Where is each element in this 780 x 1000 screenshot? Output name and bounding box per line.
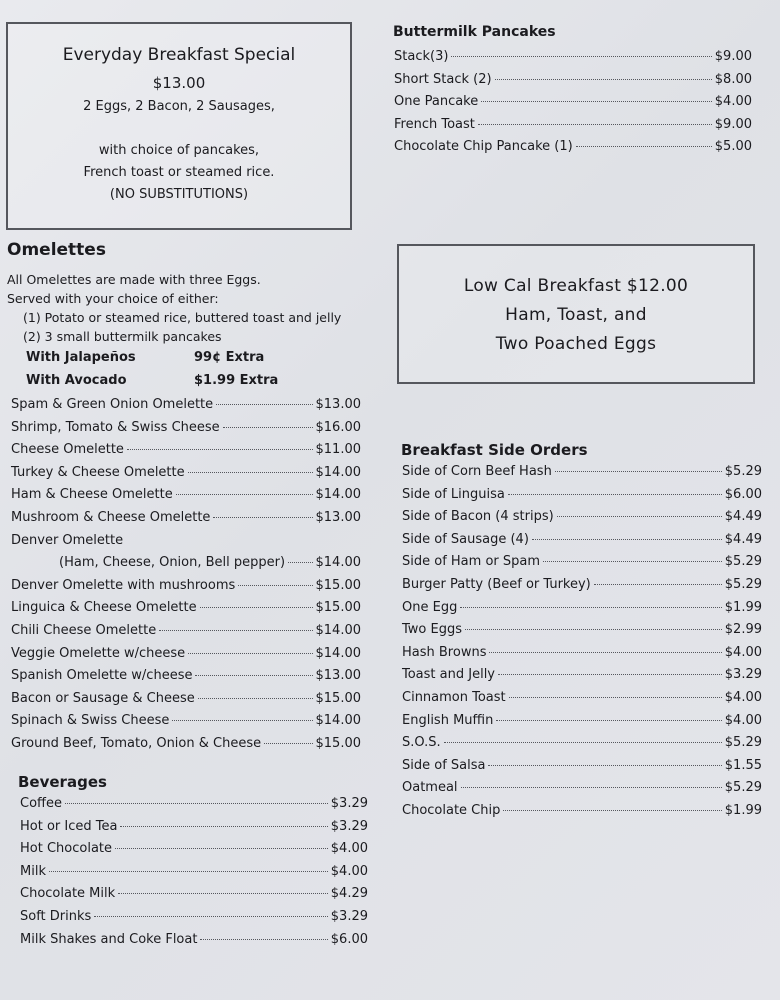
menu-item [20,864,368,887]
omelettes-notes [7,270,341,346]
menu-item-name: Coffee [20,796,62,811]
dot-leader [532,539,722,540]
low-cal-line-3: Two Poached Eggs [495,334,657,354]
menu-item [11,510,361,533]
dot-leader [576,146,712,147]
menu-item-name: Bacon or Sausage & Cheese [11,690,195,706]
sides-list [402,464,762,826]
menu-item-name: Chocolate Milk [20,886,116,902]
menu-item [11,668,361,691]
menu-item [394,94,752,117]
menu-item-name: Side of Bacon (4 strips) [402,509,554,525]
menu-item-price: $4.00 [724,689,762,705]
menu-item [20,841,368,864]
omelettes-note-4: (2) 3 small buttermilk pancakes [23,329,222,344]
dot-leader [451,56,711,57]
menu-item-price: $5.29 [724,780,762,796]
menu-item-price: $4.49 [724,531,762,547]
dot-leader [495,79,712,80]
dot-leader [481,101,712,102]
dot-leader [238,585,312,586]
dot-leader [444,742,722,743]
dot-leader [213,517,312,518]
menu-item-name: Cheese Omelette [11,442,124,458]
menu-item-price: $4.49 [724,509,762,525]
menu-item [11,646,361,669]
menu-item-price: $4.00 [714,94,752,110]
menu-item [402,735,762,758]
menu-item-name: Chili Cheese Omelette [11,622,157,638]
menu-item-name: Side of Ham or Spam [402,554,541,570]
menu-item [20,819,368,842]
menu-item-price: $14.00 [315,555,361,571]
dot-leader [223,427,313,428]
menu-item-price: $13.00 [315,509,361,525]
menu-item-name: One Egg [402,599,458,615]
pancakes-list [394,49,752,162]
menu-item [11,420,361,443]
menu-item [394,49,752,72]
menu-item-name: (Ham, Cheese, Onion, Bell pepper) [59,555,286,571]
menu-item-name: Veggie Omelette w/cheese [11,645,186,661]
low-cal-line-2: Ham, Toast, and [505,305,647,325]
menu-item-name: Hash Browns [402,644,487,660]
menu-item-name: English Muffin [402,712,494,728]
dot-leader [188,472,313,473]
menu-item-price: $4.00 [724,644,762,660]
dot-leader [478,124,712,125]
menu-item-name: Mushroom & Cheese Omelette [11,509,211,525]
menu-item [402,600,762,623]
menu-item-name: Oatmeal [402,780,458,796]
dot-leader [127,449,313,450]
menu-item-price: $5.29 [724,735,762,751]
pancakes-heading: Buttermilk Pancakes [393,24,556,40]
menu-item [402,803,762,826]
menu-item-price: $15.00 [315,600,361,616]
menu-item-name: Stack(3) [394,49,449,64]
menu-item-name: One Pancake [394,94,479,110]
menu-item [402,713,762,736]
menu-item [402,554,762,577]
dot-leader [159,630,312,631]
dot-leader [509,697,722,698]
menu-item-price: $4.00 [330,863,368,879]
menu-item-price: $14.00 [315,487,361,503]
menu-item [11,487,361,510]
dot-leader [461,787,722,788]
menu-item-price: $5.29 [724,576,762,592]
menu-item [394,139,752,162]
menu-item-name: Spanish Omelette w/cheese [11,668,193,684]
menu-item [394,117,752,140]
dot-leader [118,893,328,894]
dot-leader [94,916,327,917]
menu-item [402,667,762,690]
menu-item-price: $4.00 [330,841,368,857]
menu-item [402,532,762,555]
menu-item-price: $9.00 [714,116,752,132]
menu-item-name: Linguica & Cheese Omelette [11,600,197,616]
menu-item [20,932,368,955]
menu-item [11,465,361,488]
dot-leader [176,494,313,495]
menu-item [11,713,361,736]
low-cal-line-1: Low Cal Breakfast $12.00 [463,276,689,296]
dot-leader [115,848,328,849]
dot-leader [188,653,312,654]
dot-leader [498,674,722,675]
menu-item-price: $2.99 [724,622,762,638]
menu-item [402,577,762,600]
menu-item-price: $4.29 [330,886,368,902]
menu-item-name: Two Eggs [402,622,462,638]
dot-leader [198,698,313,699]
menu-item-price: $3.29 [330,796,368,811]
menu-item-price: $14.00 [315,645,361,661]
menu-item [11,555,361,578]
menu-item-name: Spam & Green Onion Omelette [11,397,214,412]
menu-item [11,600,361,623]
menu-item-name: Side of Linguisa [402,486,505,502]
menu-item [20,909,368,932]
menu-item [402,645,762,668]
sides-heading: Breakfast Side Orders [401,441,588,459]
menu-item-name: Ground Beef, Tomato, Onion & Cheese [11,735,262,751]
omelettes-list [11,397,361,759]
menu-item-name: Ham & Cheese Omelette [11,487,173,503]
dot-leader [557,516,722,517]
dot-leader [508,494,722,495]
menu-item-price: $1.99 [724,599,762,615]
menu-item-name: Short Stack (2) [394,71,492,87]
special-line-4: (NO SUBSTITUTIONS) [109,187,249,202]
menu-item [402,780,762,803]
menu-item [402,622,762,645]
menu-item-price: $5.29 [724,464,762,479]
special-price: $13.00 [152,74,206,92]
menu-item-price: $14.00 [315,464,361,480]
menu-item-price: $15.00 [315,735,361,751]
omelettes-note-1: All Omelettes are made with three Eggs. [7,272,261,287]
dot-leader [496,720,721,721]
menu-item-name: Milk Shakes and Coke Float [20,931,198,947]
menu-item [394,72,752,95]
menu-item [402,758,762,781]
menu-item-name: Toast and Jelly [402,667,495,683]
menu-item-price: $14.00 [315,713,361,729]
dot-leader [195,675,312,676]
dot-leader [200,607,313,608]
menu-item-price: $13.00 [315,668,361,684]
menu-item-name: Milk [20,863,46,879]
menu-item-name: Hot Chocolate [20,841,113,857]
omelettes-heading: Omelettes [7,240,106,260]
special-line-2: with choice of pancakes, [98,143,260,158]
menu-item-price: $15.00 [315,577,361,593]
menu-item-price: $3.29 [330,908,368,924]
menu-item [402,509,762,532]
menu-item [11,736,361,759]
breakfast-special-box [6,22,352,230]
menu-item [11,397,361,420]
menu-item [11,691,361,714]
menu-item-price: $4.00 [724,712,762,728]
extra-avocado-label: With Avocado [26,373,127,388]
omelettes-note-3: (1) Potato or steamed rice, buttered toast and jelly [23,310,342,325]
dot-leader [172,720,312,721]
menu-item-price: $1.99 [724,802,762,818]
menu-item [402,487,762,510]
menu-item-name: Denver Omelette [11,532,124,548]
dot-leader [200,939,327,940]
dot-leader [489,652,721,653]
dot-leader [120,826,327,827]
menu-item-name: Shrimp, Tomato & Swiss Cheese [11,419,220,435]
beverages-list [20,796,368,954]
menu-item-price: $9.00 [714,49,752,64]
dot-leader [555,471,722,472]
menu-item-name: Cinnamon Toast [402,689,506,705]
menu-item-name: Chocolate Chip [402,802,501,818]
menu-item-name: Hot or Iced Tea [20,818,118,834]
menu-item-name: Soft Drinks [20,908,92,924]
menu-item-price: $3.29 [330,818,368,834]
beverages-heading: Beverages [18,773,107,791]
dot-leader [65,803,328,804]
menu-item-name: Side of Corn Beef Hash [402,464,552,479]
menu-item-name: Denver Omelette with mushrooms [11,577,236,593]
extra-jalapenos-label: With Jalapeños [26,350,136,365]
low-cal-box [397,244,755,384]
dot-leader [49,871,328,872]
menu-item [11,533,361,556]
menu-item-price: $14.00 [315,622,361,638]
menu-item-price: $6.00 [330,931,368,947]
dot-leader [216,404,312,405]
menu-item-price: $1.55 [724,757,762,773]
omelettes-note-2: Served with your choice of either: [7,291,219,306]
menu-item [11,623,361,646]
menu-item [11,578,361,601]
dot-leader [503,810,721,811]
menu-item [20,886,368,909]
dot-leader [488,765,721,766]
menu-item-name: S.O.S. [402,735,441,751]
menu-item-name: Burger Patty (Beef or Turkey) [402,576,591,592]
special-line-1: 2 Eggs, 2 Bacon, 2 Sausages, [83,99,275,114]
menu-item-price: $5.00 [714,139,752,155]
menu-item-price: $3.29 [724,667,762,683]
menu-item [402,690,762,713]
menu-item-price: $16.00 [315,419,361,435]
menu-item-price: $13.00 [315,397,361,412]
menu-item [402,464,762,487]
menu-item-name: Side of Sausage (4) [402,531,529,547]
dot-leader [460,607,721,608]
menu-item-price: $5.29 [724,554,762,570]
dot-leader [465,629,722,630]
menu-item-name: Spinach & Swiss Cheese [11,713,170,729]
dot-leader [264,743,312,744]
menu-item-price: $15.00 [315,690,361,706]
menu-item-price: $8.00 [714,71,752,87]
menu-item-name: Side of Salsa [402,757,486,773]
menu-item-price: $11.00 [315,442,361,458]
dot-leader [288,562,312,563]
extra-jalapenos [26,350,264,365]
dot-leader [594,584,722,585]
menu-item-name: French Toast [394,116,475,132]
dot-leader [543,561,722,562]
special-line-3: French toast or steamed rice. [83,165,275,180]
extra-jalapenos-price: 99¢ Extra [194,350,265,365]
extra-avocado-price: $1.99 Extra [194,373,279,388]
menu-item [20,796,368,819]
menu-item-price: $6.00 [724,486,762,502]
extra-avocado [26,373,278,388]
menu-item-name: Chocolate Chip Pancake (1) [394,139,573,155]
special-title: Everyday Breakfast Special [62,45,296,65]
menu-item [11,442,361,465]
menu-item-name: Turkey & Cheese Omelette [11,464,185,480]
